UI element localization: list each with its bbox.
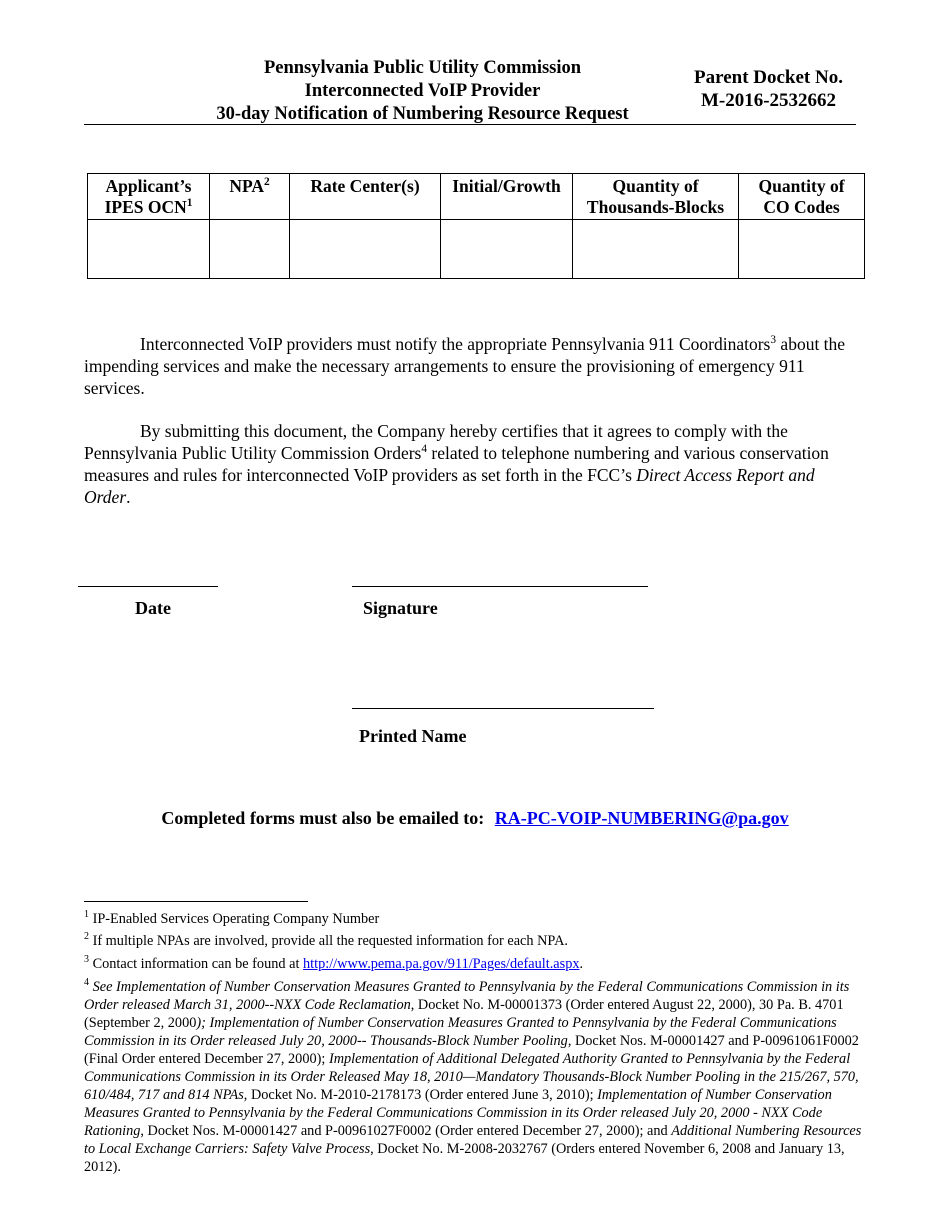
email-instruction: [0, 808, 950, 829]
col-header-npa: NPA$^2$: [210, 174, 290, 220]
cell-initial-growth[interactable]: [441, 220, 573, 279]
footnote-1: $^1$ IP-Enabled Services Operating Company Number: [84, 909, 380, 927]
col-header-ocn: Applicant’s IPES OCN$^1$: [88, 174, 210, 220]
docket-block: [676, 66, 861, 112]
cell-ocn[interactable]: [88, 220, 210, 279]
col-header-co-codes: Quantity of CO Codes: [739, 174, 865, 220]
cell-thousands-blocks[interactable]: [573, 220, 739, 279]
footnote-2: $^2$ If multiple NPAs are involved, provide all the requested information for each NPA.: [84, 931, 568, 949]
pema-link[interactable]: http://www.pema.pa.gov/911/Pages/default.aspx: [303, 956, 580, 972]
date-label: Date: [135, 598, 171, 618]
form-subtitle: Interconnected VoIP Provider: [304, 81, 541, 101]
footnote-divider: [84, 901, 308, 902]
cell-rate-center[interactable]: [290, 220, 441, 279]
email-prompt: Completed forms must also be emailed to:: [161, 808, 485, 828]
docket-label: Parent Docket No.: [694, 67, 843, 88]
form-title: 30-day Notification of Numbering Resource Request: [216, 104, 629, 124]
header-divider: [84, 124, 856, 125]
form-title-block: [160, 57, 685, 126]
date-line[interactable]: [78, 586, 218, 587]
col-header-thousands-blocks: Quantity of Thousands-Blocks: [573, 174, 739, 220]
cell-co-codes[interactable]: [739, 220, 865, 279]
commission-name: Pennsylvania Public Utility Commission: [263, 58, 582, 78]
signature-label: Signature: [363, 598, 438, 618]
footnote-3: $^3$ Contact information can be found at http://www.pema.pa.gov/911/Pages/default.aspx.: [84, 954, 584, 972]
certification-paragraph: By submitting this document, the Company hereby certifies that it agrees to comply with the Pennsylvania Public Utility Commission Orders$^4$ related to telephone numbering and various conservation measures and rules for interconnected VoIP providers as set forth in the FCC’s Direct Access Report and Order.: [84, 421, 829, 507]
table-header-row: [88, 174, 865, 220]
request-table: [87, 173, 865, 279]
email-link[interactable]: RA-PC-VOIP-NUMBERING@pa.gov: [494, 808, 789, 828]
signature-line[interactable]: [352, 586, 648, 587]
col-header-rate-center: Rate Center(s): [290, 174, 441, 220]
printed-name-line[interactable]: [352, 708, 654, 709]
docket-number: M-2016-2532662: [700, 90, 837, 111]
printed-name-label: Printed Name: [359, 726, 467, 746]
cell-npa[interactable]: [210, 220, 290, 279]
footnote-4: $^4$ See Implementation of Number Conservation Measures Granted to Pennsylvania by the Federal Communications Commission in its Order released March 31, 2000--NXX Code Reclamation, Docket No. M-00001373 (Order entered August 22, 2000), 30 Pa. B. 4701 (September 2, 2000); Implementation of Number Conservation Measures Granted to Pennsylvania by the Federal Communications Commission in its Order released July 20, 2000-- Thousands-Block Number Pooling, Docket Nos. M-00001427 and P-00961061F0002 (Final Order entered December 27, 2000); Implementation of Additional Delegated Authority Granted to Pennsylvania by the Federal Communications Commission in its Order Released May 18, 2010—Mandatory Thousands-Block Number Pooling in the 215/267, 570, 610/484, 717 and 814 NPAs, Docket No. M-2010-2178173 (Order entered June 3, 2010); Implementation of Number Conservation Measures Granted to Pennsylvania by the Federal Communications Commission in its Order released July 20, 2000 - NXX Code Rationing, Docket Nos. M-00001427 and P-00961027F0002 (Order entered December 27, 2000); and Additional Numbering Resources to Local Exchange Carriers: Safety Valve Process, Docket No. M-2008-2032767 (Orders entered November 6, 2008 and January 13, 2012).: [84, 977, 862, 1175]
notification-paragraph: Interconnected VoIP providers must notify the appropriate Pennsylvania 911 Coordinators$^3$ about the impending services and make the necessary arrangements to ensure the provisioning of emergency 911 services.: [84, 334, 846, 398]
col-header-initial-growth: Initial/Growth: [441, 174, 573, 220]
table-row: [88, 220, 865, 279]
